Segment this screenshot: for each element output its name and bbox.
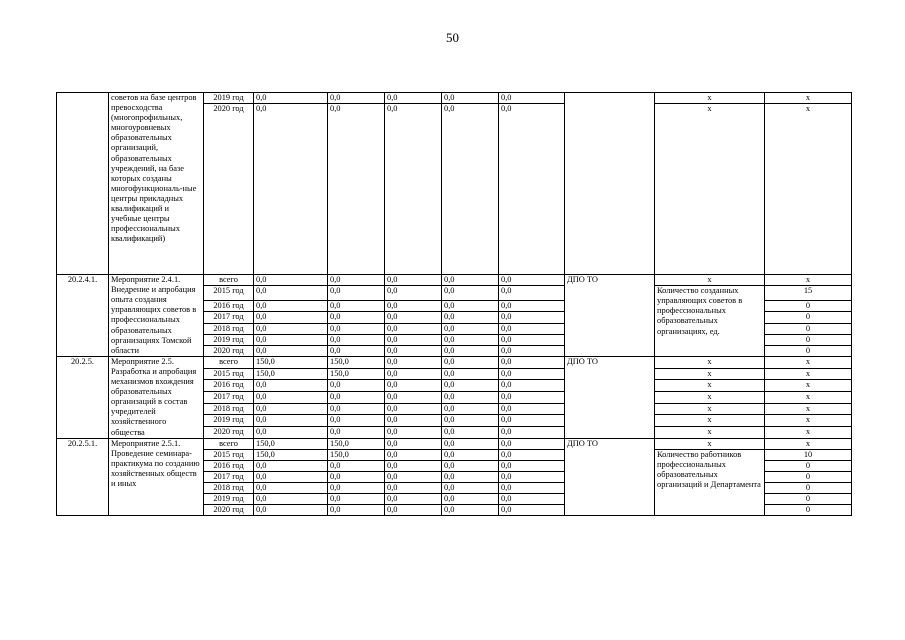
table-row [57,275,852,286]
row-code: 20.2.4.1. [57,275,109,357]
finance-value: 0,0 [442,275,499,286]
indicator-value: х [765,368,852,380]
finance-value: 150,0 [328,356,385,368]
finance-value: 0,0 [499,334,565,345]
finance-value: 0,0 [328,323,385,334]
finance-value: 150,0 [254,368,328,380]
finance-value: 0,0 [254,403,328,415]
finance-value: 0,0 [254,275,328,286]
indicator-value: 0 [765,460,852,471]
finance-value: 0,0 [328,93,385,104]
finance-value: 0,0 [442,426,499,438]
indicator-value: 0 [765,345,852,356]
program-table [56,92,852,516]
finance-value: 0,0 [499,312,565,323]
finance-value: 150,0 [254,438,328,449]
year-label: 2020 год [204,104,254,275]
year-label: 2017 год [204,391,254,403]
finance-value: 0,0 [499,345,565,356]
year-label: всего [204,275,254,286]
finance-value: 0,0 [328,482,385,493]
indicator-name: х [655,356,765,368]
finance-value: 0,0 [254,391,328,403]
year-label: 2018 год [204,403,254,415]
indicator-name: х [655,391,765,403]
year-label: 2019 год [204,415,254,427]
finance-value: 0,0 [385,415,442,427]
finance-value: 0,0 [328,275,385,286]
indicator-name: Количество созданных управляющих советов в профессиональных образовательных организациях, ед. [655,286,765,357]
finance-value: 0,0 [442,323,499,334]
year-label: 2020 год [204,426,254,438]
finance-value: 0,0 [385,471,442,482]
finance-value: 0,0 [328,380,385,392]
finance-value: 0,0 [254,286,328,301]
finance-value: 0,0 [385,505,442,516]
finance-value: 0,0 [254,471,328,482]
finance-value: 0,0 [254,426,328,438]
finance-value: 0,0 [328,460,385,471]
indicator-value: х [765,438,852,449]
finance-value: 0,0 [254,460,328,471]
row-description: советов на базе центров превосходства (многопрофильных, многоуровневых образовательных организаций, образовательных учреждений, на базе которых созданы многофункциональ-ные центры прикладных квалификаций и учебные центры профессиональных квалификаций) [109,93,204,275]
table-row [57,356,852,368]
finance-value: 0,0 [328,426,385,438]
finance-value: 0,0 [254,323,328,334]
indicator-value: 15 [765,286,852,301]
indicator-value: х [765,426,852,438]
finance-value: 0,0 [328,505,385,516]
indicator-value: 0 [765,323,852,334]
indicator-value: 0 [765,494,852,505]
year-label: 2020 год [204,345,254,356]
finance-value: 0,0 [442,494,499,505]
indicator-value: 0 [765,301,852,312]
finance-value: 0,0 [499,323,565,334]
finance-value: 0,0 [442,438,499,449]
finance-value: 0,0 [442,301,499,312]
year-label: 2017 год [204,312,254,323]
page-number: 50 [446,30,459,45]
finance-value: 0,0 [442,391,499,403]
finance-value: 0,0 [254,104,328,275]
indicator-value: 0 [765,482,852,493]
finance-value: 0,0 [499,505,565,516]
finance-value: 0,0 [385,494,442,505]
finance-value: 0,0 [254,505,328,516]
finance-value: 0,0 [385,286,442,301]
executor: ДПО ТО [565,356,655,438]
finance-value: 0,0 [499,301,565,312]
finance-value: 0,0 [385,301,442,312]
year-label: 2019 год [204,494,254,505]
finance-value: 0,0 [385,368,442,380]
year-label: всего [204,356,254,368]
finance-value: 0,0 [499,426,565,438]
finance-value: 0,0 [442,380,499,392]
finance-value: 0,0 [442,471,499,482]
finance-value: 0,0 [385,275,442,286]
row-code: 20.2.5.1. [57,438,109,516]
year-label: всего [204,438,254,449]
indicator-name: х [655,426,765,438]
row-description: Мероприятие 2.5.1. Проведение семинара-практикума по созданию хозяйственных обществ и иных [109,438,204,516]
finance-value: 0,0 [254,415,328,427]
finance-value: 0,0 [328,471,385,482]
executor: ДПО ТО [565,275,655,357]
year-label: 2020 год [204,505,254,516]
finance-value: 0,0 [499,368,565,380]
finance-value: 0,0 [328,334,385,345]
indicator-value: 10 [765,449,852,460]
finance-value: 150,0 [254,449,328,460]
finance-value: 150,0 [328,438,385,449]
indicator-value: 0 [765,471,852,482]
finance-value: 0,0 [442,505,499,516]
indicator-value: 0 [765,505,852,516]
finance-value: 0,0 [499,494,565,505]
indicator-name: х [655,93,765,104]
indicator-value: х [765,415,852,427]
finance-value: 0,0 [442,345,499,356]
row-description: Мероприятие 2.5. Разработка и апробация механизмов вхождения образовательных организаций в состав учредителей хозяйственного общества [109,356,204,438]
finance-value: 0,0 [499,403,565,415]
indicator-name: х [655,415,765,427]
indicator-name: Количество работников профессиональных образовательных организаций и Департамента [655,449,765,516]
row-code [57,93,109,275]
indicator-value: х [765,275,852,286]
year-label: 2017 год [204,471,254,482]
finance-value: 0,0 [442,403,499,415]
executor: ДПО ТО [565,438,655,516]
finance-value: 0,0 [254,380,328,392]
finance-value: 0,0 [499,449,565,460]
finance-value: 0,0 [385,460,442,471]
finance-value: 0,0 [442,415,499,427]
finance-value: 0,0 [499,275,565,286]
year-label: 2019 год [204,93,254,104]
row-description: Мероприятие 2.4.1. Внедрение и апробация опыта создания управляющих советов в профессиональных образовательных организациях Томской области [109,275,204,357]
finance-value: 0,0 [328,345,385,356]
finance-value: 0,0 [385,93,442,104]
finance-value: 0,0 [442,460,499,471]
year-label: 2015 год [204,368,254,380]
finance-value: 0,0 [328,494,385,505]
indicator-name: х [655,368,765,380]
finance-value: 0,0 [385,449,442,460]
finance-value: 0,0 [499,356,565,368]
indicator-value: х [765,403,852,415]
finance-value: 0,0 [499,438,565,449]
finance-value: 0,0 [499,471,565,482]
indicator-name: х [655,403,765,415]
finance-value: 0,0 [385,104,442,275]
finance-value: 0,0 [385,391,442,403]
year-label: 2016 год [204,460,254,471]
indicator-value: х [765,104,852,275]
finance-value: 0,0 [328,286,385,301]
indicator-name: х [655,438,765,449]
finance-value: 0,0 [254,482,328,493]
finance-value: 0,0 [442,93,499,104]
indicator-value: 0 [765,334,852,345]
finance-value: 0,0 [442,449,499,460]
year-label: 2016 год [204,301,254,312]
finance-value: 150,0 [328,449,385,460]
finance-value: 0,0 [499,391,565,403]
indicator-value: 0 [765,312,852,323]
finance-value: 0,0 [254,93,328,104]
finance-value: 0,0 [499,415,565,427]
indicator-value: х [765,391,852,403]
finance-value: 0,0 [499,482,565,493]
finance-value: 0,0 [385,438,442,449]
finance-value: 0,0 [385,403,442,415]
year-label: 2018 год [204,482,254,493]
finance-value: 0,0 [328,391,385,403]
year-label: 2016 год [204,380,254,392]
year-label: 2015 год [204,286,254,301]
finance-value: 0,0 [254,494,328,505]
finance-value: 0,0 [328,312,385,323]
indicator-name: х [655,380,765,392]
finance-value: 0,0 [442,356,499,368]
year-label: 2019 год [204,334,254,345]
indicator-value: х [765,93,852,104]
executor [565,93,655,275]
table-row [57,438,852,449]
finance-value: 0,0 [328,415,385,427]
finance-value: 0,0 [254,345,328,356]
row-code: 20.2.5. [57,356,109,438]
finance-value: 0,0 [328,403,385,415]
finance-value: 0,0 [499,380,565,392]
finance-value: 0,0 [385,380,442,392]
finance-value: 0,0 [499,286,565,301]
finance-value: 0,0 [499,460,565,471]
finance-value: 150,0 [328,368,385,380]
finance-value: 0,0 [385,356,442,368]
finance-value: 0,0 [499,93,565,104]
year-label: 2018 год [204,323,254,334]
finance-value: 0,0 [328,301,385,312]
finance-value: 0,0 [385,482,442,493]
finance-value: 0,0 [385,345,442,356]
finance-value: 0,0 [254,301,328,312]
finance-value: 0,0 [254,334,328,345]
finance-value: 0,0 [385,334,442,345]
table-row [57,93,852,104]
finance-value: 0,0 [442,312,499,323]
finance-value: 0,0 [442,334,499,345]
finance-value: 0,0 [385,323,442,334]
finance-value: 0,0 [385,426,442,438]
finance-value: 0,0 [442,104,499,275]
indicator-value: х [765,356,852,368]
finance-value: 0,0 [499,104,565,275]
finance-value: 150,0 [254,356,328,368]
finance-value: 0,0 [254,312,328,323]
indicator-name: х [655,275,765,286]
indicator-value: х [765,380,852,392]
year-label: 2015 год [204,449,254,460]
finance-value: 0,0 [385,312,442,323]
finance-value: 0,0 [442,286,499,301]
indicator-name: х [655,104,765,275]
finance-value: 0,0 [442,368,499,380]
finance-value: 0,0 [328,104,385,275]
finance-value: 0,0 [442,482,499,493]
